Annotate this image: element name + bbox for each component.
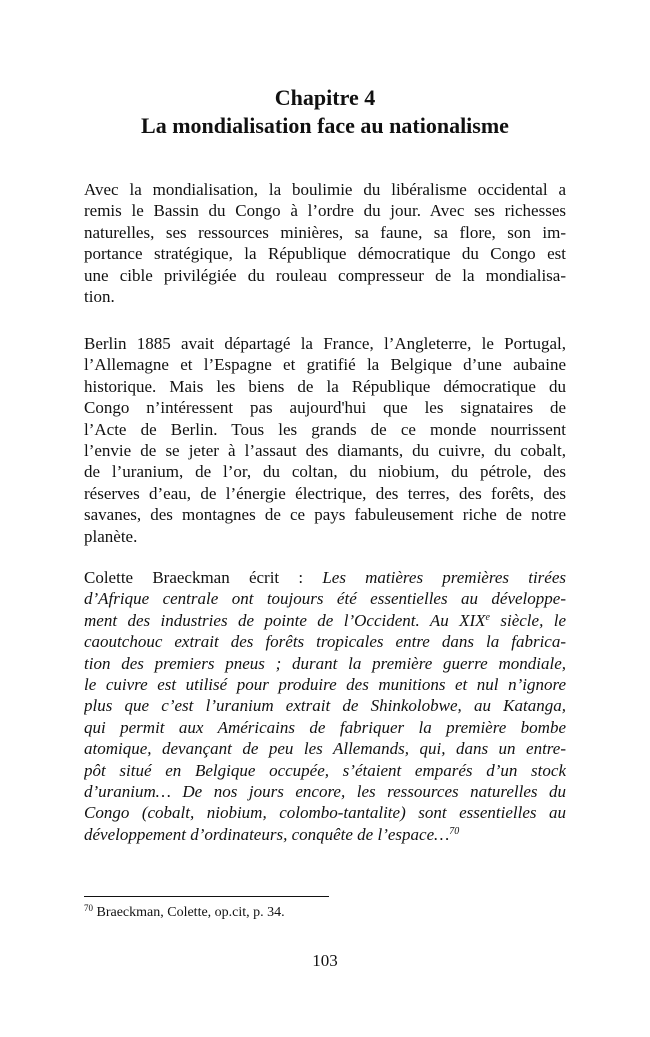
text-line: [84, 440, 566, 461]
text-segment: atomique, devançant de peu les Allemands, qui, dans un entre-: [84, 739, 566, 759]
text-segment: tion des premiers pneus ; durant la première guerre mondiale,: [84, 653, 566, 673]
text-segment: planète.: [84, 526, 138, 546]
text-segment: Colette Braeckman écrit :: [84, 568, 323, 587]
text-segment: Congo (cobalt, niobium, colombo-tantalite) sont essentielles au: [84, 803, 566, 823]
text-line: [84, 419, 566, 440]
footnote-number: 70: [84, 903, 93, 913]
text-segment: pôt situé en Belgique occupée, s’étaient emparés d’un stock: [84, 760, 566, 780]
text-segment: historique. Mais les biens de la République démocratique du: [84, 376, 566, 396]
text-segment: une cible privilégiée du rouleau compresseur de la mondialisa-: [84, 265, 566, 285]
text-line: [84, 397, 566, 418]
text-line: [84, 738, 566, 759]
text-segment: développement d’ordinateurs, conquête de l’espace…: [84, 824, 450, 844]
text-line: [84, 760, 566, 781]
text-line: [84, 631, 566, 652]
text-segment: Les matières premières tirées: [322, 568, 566, 587]
text-line: [84, 824, 566, 845]
text-line: [84, 610, 566, 631]
text-line: [84, 333, 566, 354]
text-line: [84, 243, 566, 264]
text-segment: caoutchouc extrait des forêts tropicales entre dans la fabrica-: [84, 632, 566, 652]
text-line: [84, 781, 566, 802]
text-line: [84, 376, 566, 397]
text-line: [84, 802, 566, 823]
superscript: e: [485, 611, 490, 623]
text-segment: d’uranium… De nos jours encore, les ressources naturelles du: [84, 781, 566, 801]
text-segment: tion.: [84, 286, 115, 306]
text-line: [84, 286, 566, 307]
text-line: [84, 588, 566, 609]
text-segment: réserves d’eau, de l’énergie électrique, des terres, des forêts, des: [84, 483, 566, 503]
text-line: [84, 567, 566, 588]
text-segment: Avec la mondialisation, la boulimie du libéralisme occidental a: [84, 180, 566, 199]
paragraph-1: [84, 179, 566, 307]
text-segment: naturelles, ses ressources minières, sa faune, sa flore, son im-: [84, 222, 566, 242]
chapter-title: La mondialisation face au nationalisme: [141, 113, 509, 138]
text-segment: portance stratégique, la République démocratique du Congo est: [84, 244, 566, 264]
text-line: [84, 222, 566, 243]
text-segment: plus que c’est l’uranium extrait de Shinkolobwe, au Katanga,: [84, 696, 566, 716]
text-line: [84, 179, 566, 200]
footnote: [84, 904, 285, 922]
text-segment: savanes, des montagnes de ce pays fabuleusement riche de notre: [84, 505, 566, 525]
text-segment: l’envie de se jeter à l’assaut des diamants, du cuivre, du cobalt,: [84, 440, 566, 460]
text-line: [84, 526, 566, 547]
text-segment: siècle, le: [489, 610, 566, 630]
text-line: [84, 483, 566, 504]
text-line: [84, 653, 566, 674]
text-segment: de l’uranium, de l’or, du coltan, du niobium, du pétrole, des: [84, 462, 566, 482]
page-number: 103: [312, 951, 338, 970]
text-line: [84, 265, 566, 286]
text-line: [84, 695, 566, 716]
text-segment: le cuivre est utilisé pour produire des munitions et nul n’ignore: [84, 674, 566, 694]
text-segment: qui permit aux Américains de fabriquer la première bombe: [84, 717, 566, 737]
text-line: [84, 504, 566, 525]
text-line: [84, 200, 566, 221]
text-segment: l’Allemagne et l’Espagne et gratifié la Belgique d’une aubaine: [84, 355, 566, 375]
text-segment: Congo n’intéressent pas aujourd'hui que les signataires de: [84, 398, 566, 418]
text-line: [84, 674, 566, 695]
text-line: [84, 461, 566, 482]
text-segment: d’Afrique centrale ont toujours été essentielles au développe-: [84, 589, 566, 609]
text-segment: remis le Bassin du Congo à l’ordre du jour. Avec ses richesses: [84, 201, 566, 221]
footnote-text: Braeckman, Colette, op.cit, p. 34.: [93, 905, 285, 920]
paragraph-3-quote: [84, 567, 566, 845]
paragraph-2: [84, 333, 566, 547]
text-segment: Berlin 1885 avait départagé la France, l’Angleterre, le Portugal,: [84, 334, 566, 353]
chapter-number: Chapitre 4: [274, 85, 376, 110]
text-segment: l’Acte de Berlin. Tous les grands de ce monde nourrissent: [84, 419, 566, 439]
text-line: [84, 717, 566, 738]
text-segment: ment des industries de pointe de l’Occident. Au XIX: [84, 610, 486, 630]
superscript: 70: [449, 825, 460, 837]
footnote-divider: [84, 896, 329, 897]
text-line: [84, 354, 566, 375]
